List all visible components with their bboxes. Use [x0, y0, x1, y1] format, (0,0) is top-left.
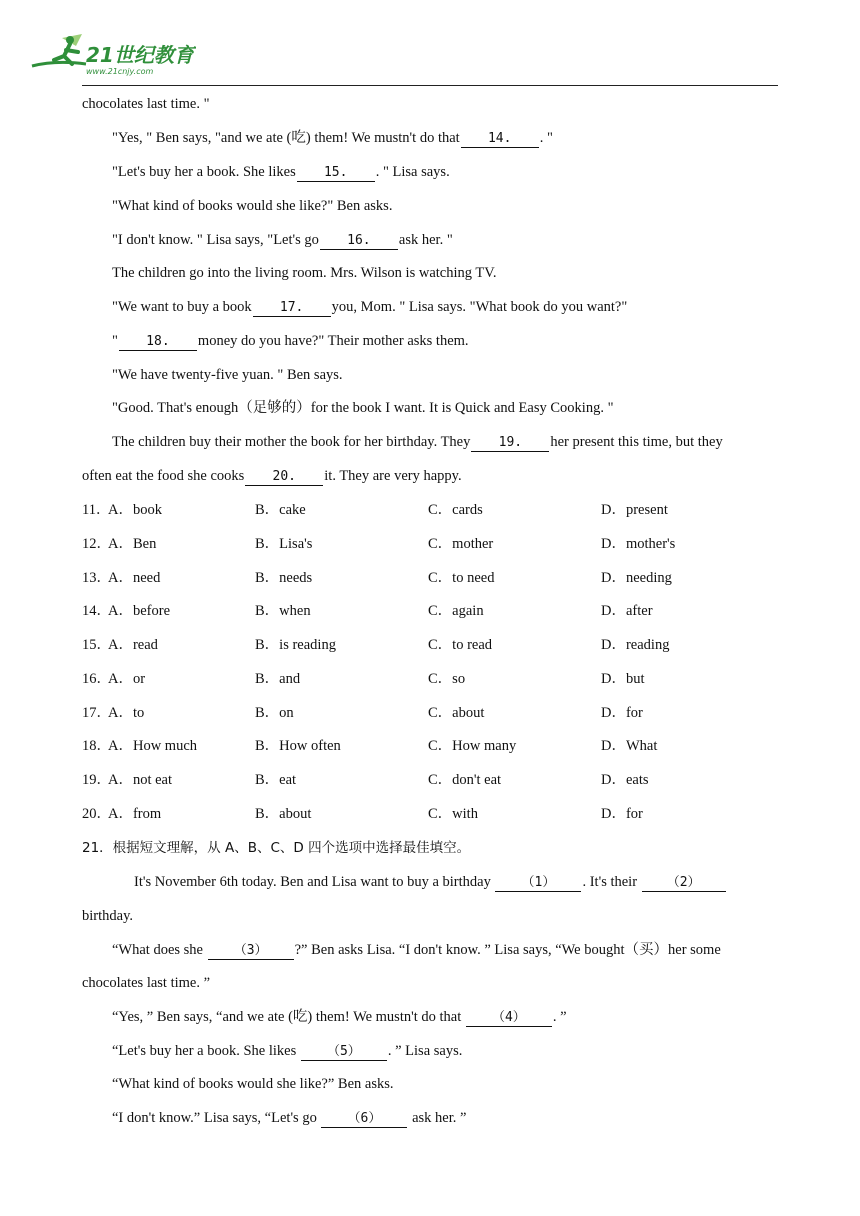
answer-blank-16[interactable]: 16.: [320, 233, 398, 250]
passage-line: "Good. That's enough（足够的）for the book I want. It is Quick and Easy Cooking. ": [112, 400, 614, 416]
question-number: 14．: [82, 603, 111, 619]
logo-main-text: 21世纪教育: [86, 43, 194, 67]
question-number: 19．: [82, 772, 111, 788]
option-c[interactable]: C．about: [428, 705, 485, 721]
question-row-15: [82, 635, 782, 655]
option-c[interactable]: C．to need: [428, 570, 495, 586]
option-d[interactable]: D．needing: [601, 570, 672, 586]
passage-line: The children buy their mother the book for her birthday. They 19. her present this time, but they: [112, 434, 723, 450]
option-a[interactable]: A．from: [108, 806, 162, 822]
passage-line: " 18. money do you have?" Their mother asks them.: [112, 333, 469, 349]
passage-line: "We want to buy a book 17. you, Mom. " Lisa says. "What book do you want?": [112, 299, 628, 315]
passage-line: “Let's buy her a book. She likes （5） . ” Lisa says.: [112, 1043, 463, 1059]
question-number: 11．: [82, 502, 111, 518]
option-b[interactable]: B．and: [255, 671, 301, 687]
answer-blank-2[interactable]: （2）: [642, 875, 726, 892]
passage-line: It's November 6th today. Ben and Lisa want to buy a birthday （1） . It's their （2）: [134, 872, 727, 892]
option-d[interactable]: D．after: [601, 603, 653, 619]
option-c[interactable]: C．How many: [428, 738, 517, 754]
answer-blank-5[interactable]: （5）: [301, 1044, 387, 1061]
option-c[interactable]: C．mother: [428, 536, 494, 552]
question-row-14: [82, 601, 782, 621]
passage-line: "Yes, " Ben says, "and we ate (吃) them! We mustn't do that 14. . ": [112, 130, 553, 146]
passage-line: chocolates last time. ”: [82, 975, 211, 991]
answer-blank-17[interactable]: 17.: [253, 300, 331, 317]
option-d[interactable]: D．reading: [601, 637, 670, 653]
question-number: 12．: [82, 536, 111, 552]
answer-blank-14[interactable]: 14.: [461, 131, 539, 148]
logo-url-text: www.21cnjy.com: [86, 67, 154, 76]
passage-line: birthday.: [82, 908, 134, 924]
option-a[interactable]: A．How much: [108, 738, 198, 754]
option-a[interactable]: A．to: [108, 705, 145, 721]
question-row-11: [82, 500, 782, 520]
question-number: 15．: [82, 637, 111, 653]
answer-blank-20[interactable]: 20.: [245, 469, 323, 486]
passage-line: The children go into the living room. Mrs. Wilson is watching TV.: [112, 265, 497, 281]
answer-blank-4[interactable]: （4）: [466, 1010, 552, 1027]
option-a[interactable]: A．not eat: [108, 772, 173, 788]
option-b[interactable]: B．is reading: [255, 637, 336, 653]
option-b[interactable]: B．about: [255, 806, 312, 822]
answer-blank-6[interactable]: （6）: [321, 1111, 407, 1128]
option-a[interactable]: A．Ben: [108, 536, 157, 552]
option-c[interactable]: C．so: [428, 671, 466, 687]
option-d[interactable]: D．present: [601, 502, 668, 518]
question-number: 18．: [82, 738, 111, 754]
header-rule: [82, 85, 778, 86]
option-a[interactable]: A．book: [108, 502, 162, 518]
option-d[interactable]: D．for: [601, 806, 643, 822]
question-row-20: [82, 804, 782, 824]
passage-line: “I don't know.” Lisa says, “Let's go （6） ask her. ”: [112, 1110, 467, 1126]
question-21-title: 21．根据短文理解，从 A、B、C、D 四个选项中选择最佳填空。: [82, 840, 471, 856]
option-d[interactable]: D．mother's: [601, 536, 676, 552]
question-number: 13．: [82, 570, 111, 586]
option-b[interactable]: B．cake: [255, 502, 306, 518]
question-number: 17．: [82, 705, 111, 721]
passage-line: often eat the food she cooks 20. it. They are very happy.: [82, 468, 462, 484]
question-row-18: [82, 736, 782, 756]
answer-blank-15[interactable]: 15.: [297, 165, 375, 182]
question-row-13: [82, 568, 782, 588]
option-d[interactable]: D．eats: [601, 772, 649, 788]
passage-line: "I don't know. " Lisa says, "Let's go 16. ask her. ": [112, 232, 453, 248]
passage-line: "Let's buy her a book. She likes 15. . " Lisa says.: [112, 164, 450, 180]
option-b[interactable]: B．on: [255, 705, 294, 721]
option-c[interactable]: C．again: [428, 603, 484, 619]
option-a[interactable]: A．read: [108, 637, 158, 653]
option-b[interactable]: B．Lisa's: [255, 536, 313, 552]
passage-line: "What kind of books would she like?" Ben asks.: [112, 198, 393, 214]
option-b[interactable]: B．needs: [255, 570, 313, 586]
question-row-17: [82, 703, 782, 723]
passage-line: “Yes, ” Ben says, “and we ate (吃) them! We mustn't do that （4） . ”: [112, 1009, 567, 1025]
option-d[interactable]: D．but: [601, 671, 645, 687]
option-c[interactable]: C．to read: [428, 637, 493, 653]
question-row-19: [82, 770, 782, 790]
passage-line: “What kind of books would she like?” Ben asks.: [112, 1076, 394, 1092]
answer-blank-19[interactable]: 19.: [471, 435, 549, 452]
passage-line: "We have twenty-five yuan. " Ben says.: [112, 367, 343, 383]
option-b[interactable]: B．eat: [255, 772, 297, 788]
option-c[interactable]: C．cards: [428, 502, 483, 518]
option-d[interactable]: D．What: [601, 738, 658, 754]
site-logo: [26, 30, 196, 80]
answer-blank-3[interactable]: （3）: [208, 943, 294, 960]
answer-blank-18[interactable]: 18.: [119, 334, 197, 351]
option-c[interactable]: C．with: [428, 806, 478, 822]
question-number: 20．: [82, 806, 111, 822]
passage-line: “What does she （3） ?” Ben asks Lisa. “I don't know. ” Lisa says, “We bought（买）her some: [112, 942, 721, 958]
option-d[interactable]: D．for: [601, 705, 643, 721]
option-c[interactable]: C．don't eat: [428, 772, 502, 788]
option-a[interactable]: A．or: [108, 671, 146, 687]
option-b[interactable]: B．How often: [255, 738, 341, 754]
question-row-16: [82, 669, 782, 689]
answer-blank-1[interactable]: （1）: [495, 875, 581, 892]
question-row-12: [82, 534, 782, 554]
option-a[interactable]: A．before: [108, 603, 171, 619]
option-a[interactable]: A．need: [108, 570, 161, 586]
question-number: 16．: [82, 671, 111, 687]
option-b[interactable]: B．when: [255, 603, 311, 619]
passage-line: chocolates last time. ": [82, 96, 210, 112]
